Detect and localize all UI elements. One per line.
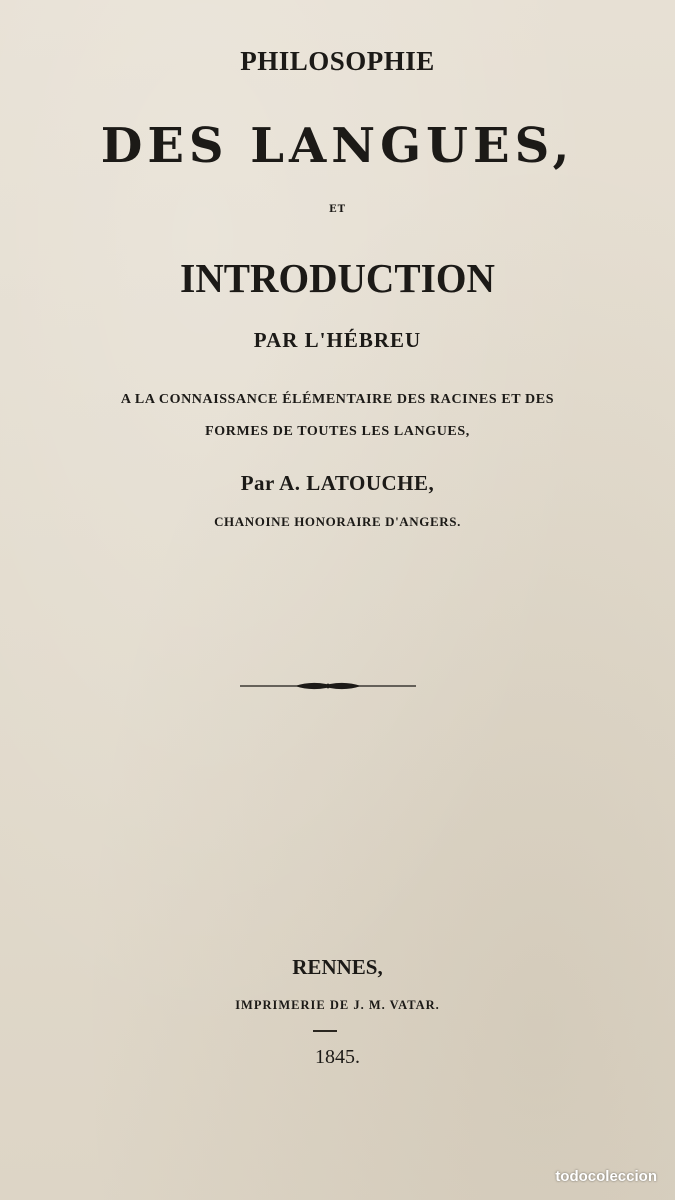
place-line: RENNES, xyxy=(292,955,383,979)
short-divider xyxy=(313,1030,337,1032)
year-line: 1845. xyxy=(315,1046,360,1068)
title-line-des-langues: DES LANGUES, xyxy=(100,118,575,174)
author-title-line: CHANOINE HONORAIRE D'ANGERS. xyxy=(214,514,461,529)
watermark-logo: todocoleccion xyxy=(555,1168,657,1185)
title-line-philosophie: PHILOSOPHIE xyxy=(240,46,435,76)
subtitle-line-2: FORMES DE TOUTES LES LANGUES, xyxy=(205,424,470,439)
conjunction-et: ET xyxy=(328,204,347,215)
title-line-par-hebreu: PAR L'HÉBREU xyxy=(253,328,422,352)
ornamental-rule-icon xyxy=(240,678,416,694)
subtitle-line-1: A LA CONNAISSANCE ÉLÉMENTAIRE DES RACINES ET DES xyxy=(120,392,555,407)
printer-line: IMPRIMERIE DE J. M. VATAR. xyxy=(235,998,440,1012)
title-line-introduction: INTRODUCTION xyxy=(180,255,495,301)
author-line: Par A. LATOUCHE, xyxy=(240,471,435,495)
